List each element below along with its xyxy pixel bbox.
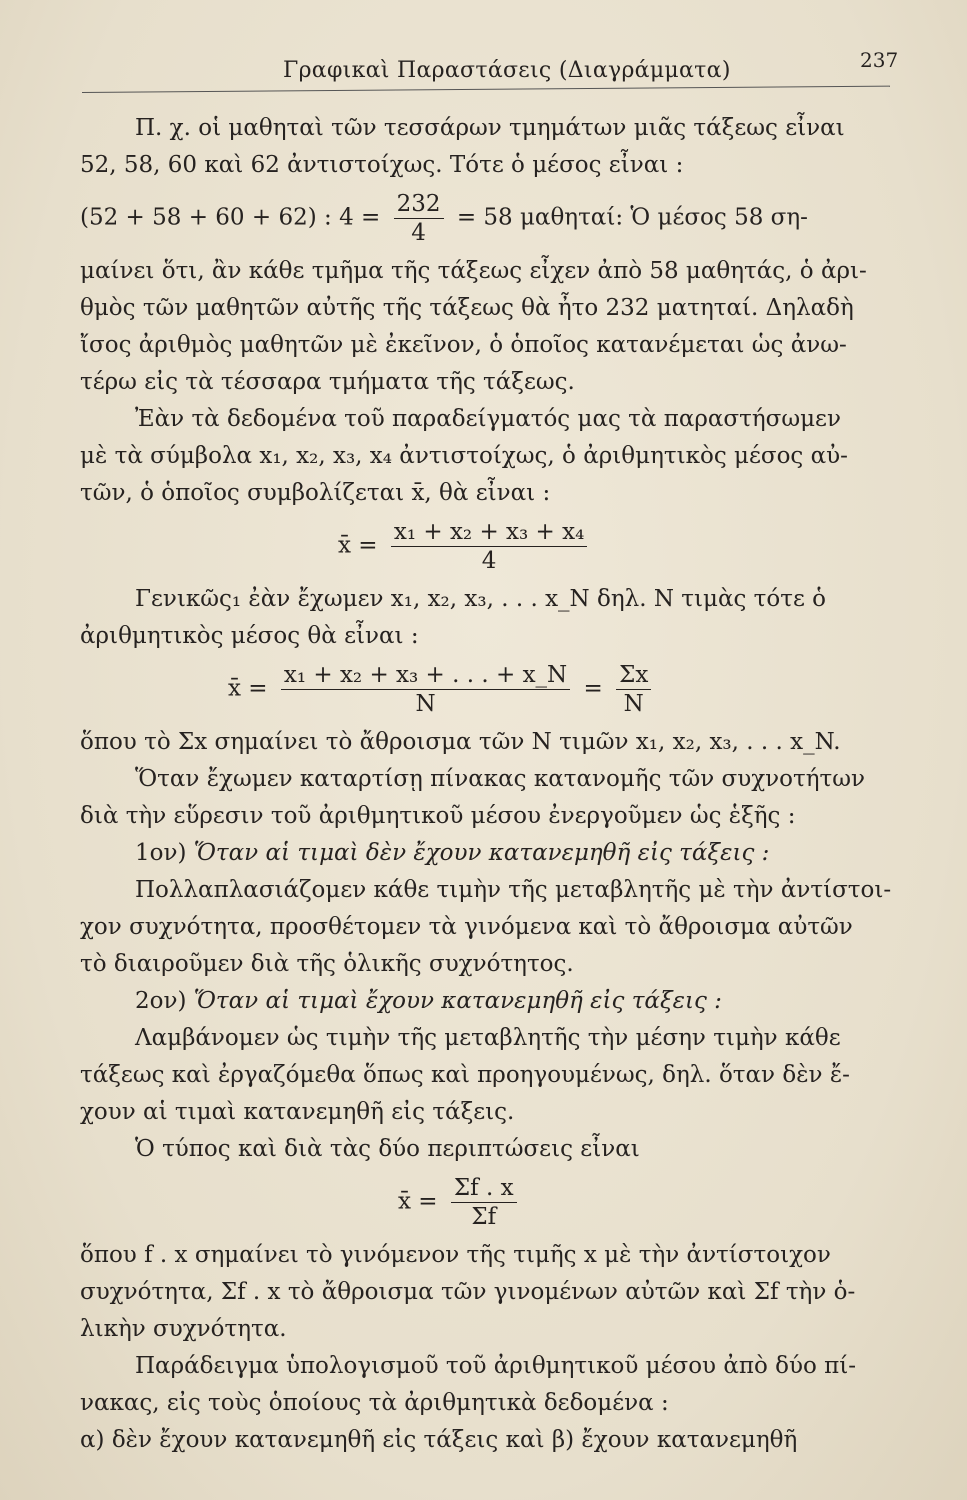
text-line: Ὁ τύπος καὶ διὰ τὰς δύο περιπτώσεις εἶναι [135, 1136, 640, 1162]
text-line: χουν αἱ τιμαὶ κατανεμηθῆ εἰς τάξεις. [80, 1099, 515, 1125]
text-line: τέρω εἰς τὰ τέσσαρα τμήματα τῆς τάξεως. [80, 369, 575, 395]
fraction-denominator: N [623, 691, 644, 717]
text-line: Ὅταν ἔχωμεν καταρτίσῃ πίνακας κατανομῆς τῶν συχνοτήτων [135, 766, 865, 792]
text-line: μὲ τὰ σύμβολα x₁, x₂, x₃, x₄ ἀντιστοίχως, ὁ ἀριθμητικὸς μέσος αὐ- [80, 443, 848, 469]
page-number: 237 [860, 48, 899, 72]
case-heading [80, 835, 892, 872]
text-line: μαίνει ὅτι, ἂν κάθε τμῆμα τῆς τάξεως εἶχεν ἀπὸ 58 μαθητάς, ὁ ἀρι- [80, 258, 867, 284]
text-line: 52, 58, 60 καὶ 62 ἀντιστοίχως. Τότε ὁ μέσος εἶναι : [80, 152, 684, 178]
fraction [391, 518, 587, 575]
equation-right: = 58 μαθηταί: Ὁ μέσος 58 ση- [456, 204, 808, 231]
text-line: Γενικῶς₁ ἐὰν ἔχωμεν x₁, x₂, x₃, . . . x_N δηλ. N τιμὰς τότε ὁ [135, 586, 827, 612]
text-line: Πολλαπλασιάζομεν κάθε τιμὴν τῆς μεταβλητῆς μὲ τὴν ἀντίστοι- [135, 877, 892, 903]
equation-left: (52 + 58 + 60 + 62) : 4 = [80, 204, 381, 231]
case-label: 2ον) [135, 988, 187, 1014]
text-line: τάξεως καὶ ἐργαζόμεθα ὅπως καὶ προηγουμένως, δηλ. ὅταν δὲν ἔ- [80, 1062, 850, 1088]
case-label: 1ον) [135, 840, 187, 866]
equation-mean-example [80, 190, 892, 247]
fraction-denominator: Σf [471, 1204, 497, 1230]
text-line: λικὴν συχνότητα. [80, 1316, 287, 1342]
equation-weighted-mean [80, 1174, 892, 1231]
text-line: Παράδειγμα ὑπολογισμοῦ τοῦ ἀριθμητικοῦ μέσου ἀπὸ δύο πί- [135, 1353, 857, 1379]
equation-mean-general [80, 661, 892, 718]
equation-left: x̄ = [228, 675, 268, 702]
case-heading [80, 983, 892, 1020]
text-line: ὅπου f . x σημαίνει τὸ γινόμενον τῆς τιμῆς x μὲ τὴν ἀντίστοιχον [80, 1242, 831, 1268]
running-header-title: Γραφικαὶ Παραστάσεις (Διαγράμματα) [283, 58, 731, 83]
text-line: Π. χ. οἱ μαθηταὶ τῶν τεσσάρων τμημάτων μιᾶς τάξεως εἶναι [135, 115, 845, 141]
fraction [451, 1174, 517, 1231]
text-line: ὅπου τὸ Σx σημαίνει τὸ ἄθροισμα τῶν N τιμῶν x₁, x₂, x₃, . . . x_N. [80, 729, 841, 755]
text-line: Ἐὰν τὰ δεδομένα τοῦ παραδείγματός μας τὰ παραστήσωμεν [135, 406, 841, 432]
text-line: νακας, εἰς τοὺς ὁποίους τὰ ἀριθμητικὰ δεδομένα : [80, 1390, 669, 1416]
fraction-numerator: 232 [394, 190, 444, 219]
text-line: α) δὲν ἔχουν κατανεμηθῆ εἰς τάξεις καὶ β) ἔχουν κατανεμηθῆ [80, 1427, 798, 1453]
equation-left: x̄ = [398, 1188, 438, 1215]
page-body [80, 110, 892, 1459]
text-line: Λαμβάνομεν ὡς τιμὴν τῆς μεταβλητῆς τὴν μέσην τιμὴν κάθε [135, 1025, 841, 1051]
text-line: ἴσος ἀριθμὸς μαθητῶν μὲ ἐκεῖνον, ὁ ὁποῖος κατανέμεται ὡς ἀνω- [80, 332, 847, 358]
fraction-numerator: Σx [616, 661, 651, 690]
case-title: Ὅταν αἱ τιμαὶ δὲν ἔχουν κατανεμηθῆ εἰς τάξεις : [193, 840, 770, 866]
text-line: θμὸς τῶν μαθητῶν αὐτῆς τῆς τάξεως θὰ ἦτο 232 ματηταί. Δηλαδὴ [80, 295, 854, 321]
text-line: συχνότητα, Σf . x τὸ ἄθροισμα τῶν γινομένων αὐτῶν καὶ Σf τὴν ὁ- [80, 1279, 856, 1305]
fraction-denominator: N [415, 691, 436, 717]
equation-mean-four [80, 518, 892, 575]
fraction-denominator: 4 [411, 220, 426, 246]
fraction-numerator: x₁ + x₂ + x₃ + . . . + x_N [281, 661, 570, 690]
text-line: χον συχνότητα, προσθέτομεν τὰ γινόμενα καὶ τὸ ἄθροισμα αὐτῶν [80, 914, 853, 940]
text-line: ἀριθμητικὸς μέσος θὰ εἶναι : [80, 623, 419, 649]
case-title: Ὅταν αἱ τιμαὶ ἔχουν κατανεμηθῆ εἰς τάξεις : [193, 988, 722, 1014]
fraction [616, 661, 651, 718]
fraction [281, 661, 570, 718]
fraction [394, 190, 444, 247]
text-line: διὰ τὴν εὕρεσιν τοῦ ἀριθμητικοῦ μέσου ἐνεργοῦμεν ὡς ἑξῆς : [80, 803, 796, 829]
text-line: τῶν, ὁ ὁποῖος συμβολίζεται x̄, θὰ εἶναι : [80, 480, 551, 506]
fraction-denominator: 4 [481, 548, 497, 574]
header-rule [82, 86, 890, 93]
text-line: τὸ διαιροῦμεν διὰ τῆς ὁλικῆς συχνότητος. [80, 951, 574, 977]
equation-equals: = [583, 675, 603, 702]
fraction-numerator: Σf . x [451, 1174, 517, 1203]
fraction-numerator: x₁ + x₂ + x₃ + x₄ [391, 518, 587, 547]
equation-left: x̄ = [338, 532, 378, 559]
